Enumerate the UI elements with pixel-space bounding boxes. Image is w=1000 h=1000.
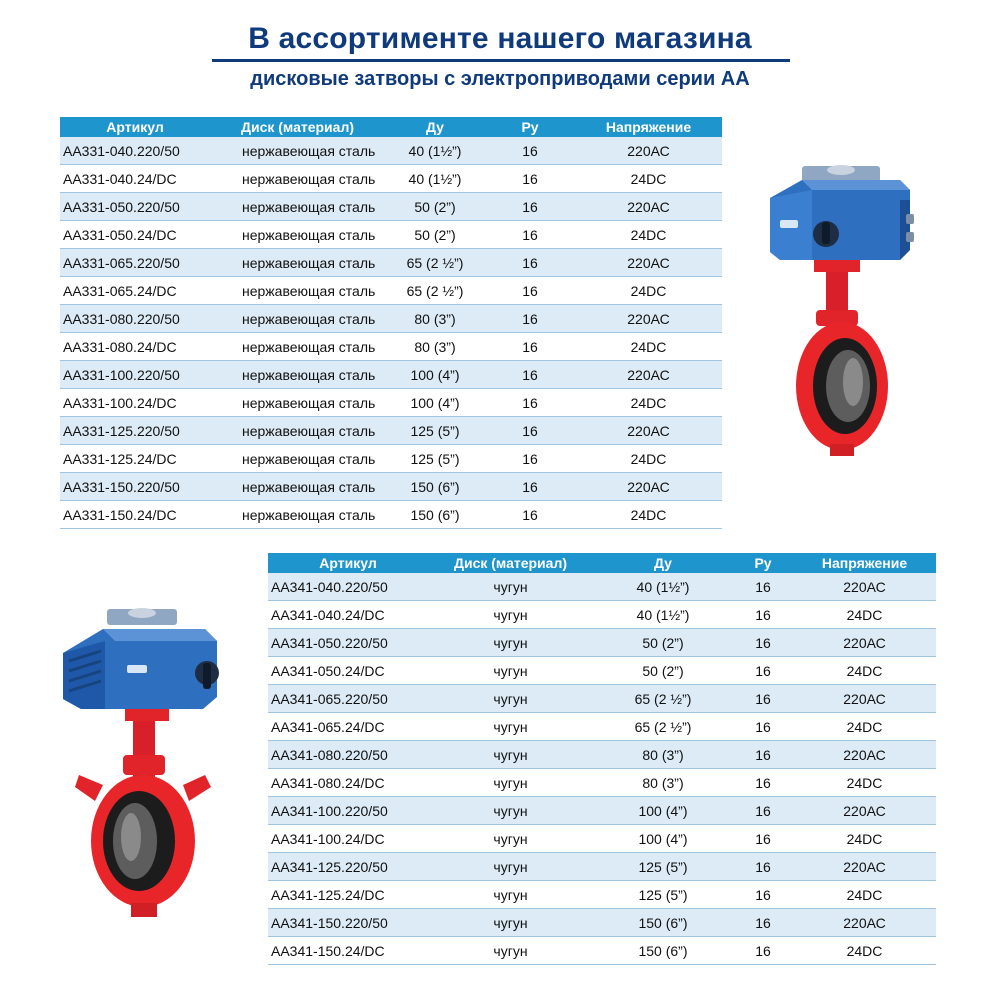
cell-article: АА331-150.220/50 bbox=[60, 473, 210, 501]
cell-article: АА341-065.220/50 bbox=[268, 685, 428, 713]
cell-nominal-pressure: 16 bbox=[485, 333, 575, 361]
cell-article: АА341-065.24/DC bbox=[268, 713, 428, 741]
cell-nominal-diameter: 65 (2 ½”) bbox=[385, 277, 485, 305]
cell-nominal-diameter: 65 (2 ½”) bbox=[593, 685, 733, 713]
cell-nominal-diameter: 40 (1½”) bbox=[593, 573, 733, 601]
cell-disc-material: чугун bbox=[428, 713, 593, 741]
cell-nominal-pressure: 16 bbox=[485, 417, 575, 445]
cell-article: АА331-050.220/50 bbox=[60, 193, 210, 221]
column-header-voltage: Напряжение bbox=[793, 553, 936, 573]
cell-nominal-pressure: 16 bbox=[485, 193, 575, 221]
table-row bbox=[268, 769, 936, 797]
cell-disc-material: чугун bbox=[428, 741, 593, 769]
table-row bbox=[60, 249, 722, 277]
table-row bbox=[60, 193, 722, 221]
cell-nominal-diameter: 150 (6”) bbox=[385, 473, 485, 501]
column-header-nominal-diameter: Ду bbox=[385, 117, 485, 137]
cell-nominal-diameter: 40 (1½”) bbox=[385, 165, 485, 193]
cell-nominal-pressure: 16 bbox=[733, 937, 793, 965]
cell-nominal-diameter: 100 (4”) bbox=[385, 389, 485, 417]
cell-article: АА331-065.220/50 bbox=[60, 249, 210, 277]
table-row bbox=[60, 137, 722, 165]
cell-article: АА331-040.24/DC bbox=[60, 165, 210, 193]
cell-voltage: 24DC bbox=[575, 501, 722, 529]
cell-voltage: 220АС bbox=[575, 193, 722, 221]
table-row bbox=[268, 629, 936, 657]
cell-nominal-diameter: 40 (1½”) bbox=[593, 601, 733, 629]
cell-article: АА341-080.24/DC bbox=[268, 769, 428, 797]
cell-disc-material: нержавеющая сталь bbox=[210, 473, 385, 501]
cell-nominal-pressure: 16 bbox=[485, 221, 575, 249]
cell-disc-material: чугун bbox=[428, 937, 593, 965]
cell-disc-material: нержавеющая сталь bbox=[210, 389, 385, 417]
cell-nominal-pressure: 16 bbox=[733, 881, 793, 909]
cell-disc-material: чугун bbox=[428, 657, 593, 685]
cell-article: АА331-150.24/DC bbox=[60, 501, 210, 529]
table-row bbox=[268, 797, 936, 825]
cell-nominal-pressure: 16 bbox=[485, 249, 575, 277]
title-underline bbox=[212, 59, 790, 62]
table-row bbox=[60, 473, 722, 501]
cell-nominal-pressure: 16 bbox=[485, 277, 575, 305]
cell-voltage: 24DC bbox=[793, 713, 936, 741]
cell-voltage: 220АС bbox=[575, 305, 722, 333]
cell-voltage: 24DC bbox=[793, 881, 936, 909]
cell-article: АА331-080.220/50 bbox=[60, 305, 210, 333]
table-row bbox=[60, 305, 722, 333]
table-row bbox=[60, 361, 722, 389]
cell-nominal-diameter: 125 (5”) bbox=[385, 445, 485, 473]
cell-voltage: 220АС bbox=[575, 473, 722, 501]
cell-nominal-diameter: 100 (4”) bbox=[593, 797, 733, 825]
cell-article: АА331-100.24/DC bbox=[60, 389, 210, 417]
valve-product-image bbox=[55, 605, 235, 925]
cell-voltage: 24DC bbox=[793, 825, 936, 853]
cell-article: АА331-040.220/50 bbox=[60, 137, 210, 165]
table-header-row bbox=[60, 117, 722, 137]
cell-disc-material: нержавеющая сталь bbox=[210, 249, 385, 277]
cell-nominal-pressure: 16 bbox=[733, 769, 793, 797]
cell-voltage: 220АС bbox=[793, 909, 936, 937]
cell-nominal-diameter: 50 (2”) bbox=[385, 221, 485, 249]
table-row bbox=[60, 165, 722, 193]
table-row bbox=[60, 417, 722, 445]
table-body bbox=[268, 573, 936, 965]
cell-nominal-diameter: 80 (3”) bbox=[593, 769, 733, 797]
cell-voltage: 24DC bbox=[575, 277, 722, 305]
cell-disc-material: чугун bbox=[428, 601, 593, 629]
cell-disc-material: чугун bbox=[428, 825, 593, 853]
cell-nominal-pressure: 16 bbox=[733, 797, 793, 825]
page-title: В ассортименте нашего магазина bbox=[248, 22, 752, 55]
cell-disc-material: чугун bbox=[428, 909, 593, 937]
cell-nominal-diameter: 125 (5”) bbox=[593, 881, 733, 909]
cell-voltage: 220АС bbox=[793, 629, 936, 657]
cell-disc-material: нержавеющая сталь bbox=[210, 305, 385, 333]
cell-disc-material: нержавеющая сталь bbox=[210, 445, 385, 473]
cell-nominal-pressure: 16 bbox=[733, 741, 793, 769]
cell-nominal-pressure: 16 bbox=[733, 601, 793, 629]
cell-voltage: 220АС bbox=[793, 797, 936, 825]
cell-nominal-diameter: 150 (6”) bbox=[593, 937, 733, 965]
table-row bbox=[60, 389, 722, 417]
cell-disc-material: чугун bbox=[428, 769, 593, 797]
cell-voltage: 24DC bbox=[575, 389, 722, 417]
table-row bbox=[268, 713, 936, 741]
cell-voltage: 24DC bbox=[575, 221, 722, 249]
cell-article: АА331-080.24/DC bbox=[60, 333, 210, 361]
cell-disc-material: нержавеющая сталь bbox=[210, 165, 385, 193]
table-row bbox=[60, 333, 722, 361]
cell-voltage: 24DC bbox=[575, 165, 722, 193]
column-header-article: Артикул bbox=[60, 117, 210, 137]
cell-voltage: 220АС bbox=[793, 853, 936, 881]
cell-article: АА341-050.220/50 bbox=[268, 629, 428, 657]
cell-article: АА341-040.220/50 bbox=[268, 573, 428, 601]
cell-nominal-pressure: 16 bbox=[733, 825, 793, 853]
cell-nominal-diameter: 100 (4”) bbox=[593, 825, 733, 853]
cell-nominal-diameter: 80 (3”) bbox=[593, 741, 733, 769]
cell-disc-material: нержавеющая сталь bbox=[210, 501, 385, 529]
cell-article: АА341-040.24/DC bbox=[268, 601, 428, 629]
column-header-disc-material: Диск (материал) bbox=[428, 553, 593, 573]
cell-nominal-pressure: 16 bbox=[485, 501, 575, 529]
cell-disc-material: нержавеющая сталь bbox=[210, 277, 385, 305]
cell-disc-material: чугун bbox=[428, 853, 593, 881]
cell-nominal-pressure: 16 bbox=[485, 473, 575, 501]
cell-nominal-pressure: 16 bbox=[733, 657, 793, 685]
cell-article: АА331-050.24/DC bbox=[60, 221, 210, 249]
cell-disc-material: нержавеющая сталь bbox=[210, 137, 385, 165]
cell-voltage: 24DC bbox=[793, 601, 936, 629]
cell-nominal-diameter: 80 (3”) bbox=[385, 333, 485, 361]
table-row bbox=[268, 881, 936, 909]
cell-nominal-pressure: 16 bbox=[733, 909, 793, 937]
table-row bbox=[60, 445, 722, 473]
table-row bbox=[268, 685, 936, 713]
cell-disc-material: нержавеющая сталь bbox=[210, 417, 385, 445]
column-header-nominal-pressure: Ру bbox=[485, 117, 575, 137]
cell-nominal-diameter: 150 (6”) bbox=[385, 501, 485, 529]
column-header-article: Артикул bbox=[268, 553, 428, 573]
cell-article: АА341-150.220/50 bbox=[268, 909, 428, 937]
cell-article: АА331-125.24/DC bbox=[60, 445, 210, 473]
cell-voltage: 24DC bbox=[793, 937, 936, 965]
cell-nominal-pressure: 16 bbox=[485, 137, 575, 165]
cell-nominal-diameter: 125 (5”) bbox=[385, 417, 485, 445]
cell-nominal-pressure: 16 bbox=[485, 389, 575, 417]
cast-iron-disc-table bbox=[268, 553, 936, 965]
cell-nominal-diameter: 125 (5”) bbox=[593, 853, 733, 881]
valve-product-image bbox=[760, 160, 920, 460]
page-subtitle: дисковые затворы с электроприводами серии АА bbox=[250, 68, 750, 90]
cell-article: АА331-125.220/50 bbox=[60, 417, 210, 445]
cell-article: АА331-100.220/50 bbox=[60, 361, 210, 389]
table-row bbox=[268, 937, 936, 965]
cell-nominal-diameter: 50 (2”) bbox=[593, 657, 733, 685]
cell-voltage: 24DC bbox=[575, 445, 722, 473]
cell-nominal-pressure: 16 bbox=[733, 685, 793, 713]
cell-nominal-pressure: 16 bbox=[485, 305, 575, 333]
cell-disc-material: чугун bbox=[428, 797, 593, 825]
cell-voltage: 220АС bbox=[575, 249, 722, 277]
cell-disc-material: чугун bbox=[428, 629, 593, 657]
cell-article: АА341-125.220/50 bbox=[268, 853, 428, 881]
cell-nominal-pressure: 16 bbox=[733, 629, 793, 657]
cell-article: АА341-080.220/50 bbox=[268, 741, 428, 769]
cell-disc-material: нержавеющая сталь bbox=[210, 361, 385, 389]
table-row bbox=[60, 501, 722, 529]
cell-disc-material: нержавеющая сталь bbox=[210, 193, 385, 221]
cell-voltage: 220АС bbox=[575, 417, 722, 445]
cell-nominal-diameter: 40 (1½”) bbox=[385, 137, 485, 165]
cell-nominal-diameter: 150 (6”) bbox=[593, 909, 733, 937]
table-row bbox=[60, 221, 722, 249]
cell-voltage: 220АС bbox=[793, 685, 936, 713]
cell-voltage: 24DC bbox=[575, 333, 722, 361]
table-body bbox=[60, 137, 722, 529]
table-row bbox=[268, 909, 936, 937]
table-row bbox=[268, 601, 936, 629]
column-header-disc-material: Диск (материал) bbox=[210, 117, 385, 137]
table-row bbox=[268, 657, 936, 685]
cell-article: АА331-065.24/DC bbox=[60, 277, 210, 305]
cell-voltage: 24DC bbox=[793, 657, 936, 685]
cell-nominal-diameter: 50 (2”) bbox=[385, 193, 485, 221]
cell-disc-material: чугун bbox=[428, 573, 593, 601]
cell-article: АА341-125.24/DC bbox=[268, 881, 428, 909]
cell-voltage: 220АС bbox=[575, 361, 722, 389]
cell-nominal-pressure: 16 bbox=[485, 165, 575, 193]
cell-nominal-diameter: 65 (2 ½”) bbox=[385, 249, 485, 277]
cell-nominal-pressure: 16 bbox=[733, 573, 793, 601]
cell-disc-material: нержавеющая сталь bbox=[210, 333, 385, 361]
table-row bbox=[268, 853, 936, 881]
cell-disc-material: чугун bbox=[428, 685, 593, 713]
cell-disc-material: нержавеющая сталь bbox=[210, 221, 385, 249]
table-row bbox=[268, 573, 936, 601]
cell-nominal-diameter: 65 (2 ½”) bbox=[593, 713, 733, 741]
cell-nominal-pressure: 16 bbox=[733, 853, 793, 881]
column-header-nominal-pressure: Ру bbox=[733, 553, 793, 573]
cell-nominal-pressure: 16 bbox=[733, 713, 793, 741]
cell-voltage: 220АС bbox=[793, 741, 936, 769]
cell-article: АА341-100.24/DC bbox=[268, 825, 428, 853]
cell-article: АА341-050.24/DC bbox=[268, 657, 428, 685]
cell-nominal-diameter: 100 (4”) bbox=[385, 361, 485, 389]
cell-nominal-pressure: 16 bbox=[485, 361, 575, 389]
table-row bbox=[60, 277, 722, 305]
column-header-voltage: Напряжение bbox=[575, 117, 722, 137]
table-row bbox=[268, 741, 936, 769]
cell-disc-material: чугун bbox=[428, 881, 593, 909]
cell-article: АА341-150.24/DC bbox=[268, 937, 428, 965]
column-header-nominal-diameter: Ду bbox=[593, 553, 733, 573]
cell-nominal-diameter: 50 (2”) bbox=[593, 629, 733, 657]
cell-voltage: 24DC bbox=[793, 769, 936, 797]
cell-voltage: 220АС bbox=[793, 573, 936, 601]
cell-article: АА341-100.220/50 bbox=[268, 797, 428, 825]
stainless-disc-table bbox=[60, 117, 722, 529]
cell-nominal-pressure: 16 bbox=[485, 445, 575, 473]
cell-voltage: 220АС bbox=[575, 137, 722, 165]
table-row bbox=[268, 825, 936, 853]
table-header-row bbox=[268, 553, 936, 573]
cell-nominal-diameter: 80 (3”) bbox=[385, 305, 485, 333]
